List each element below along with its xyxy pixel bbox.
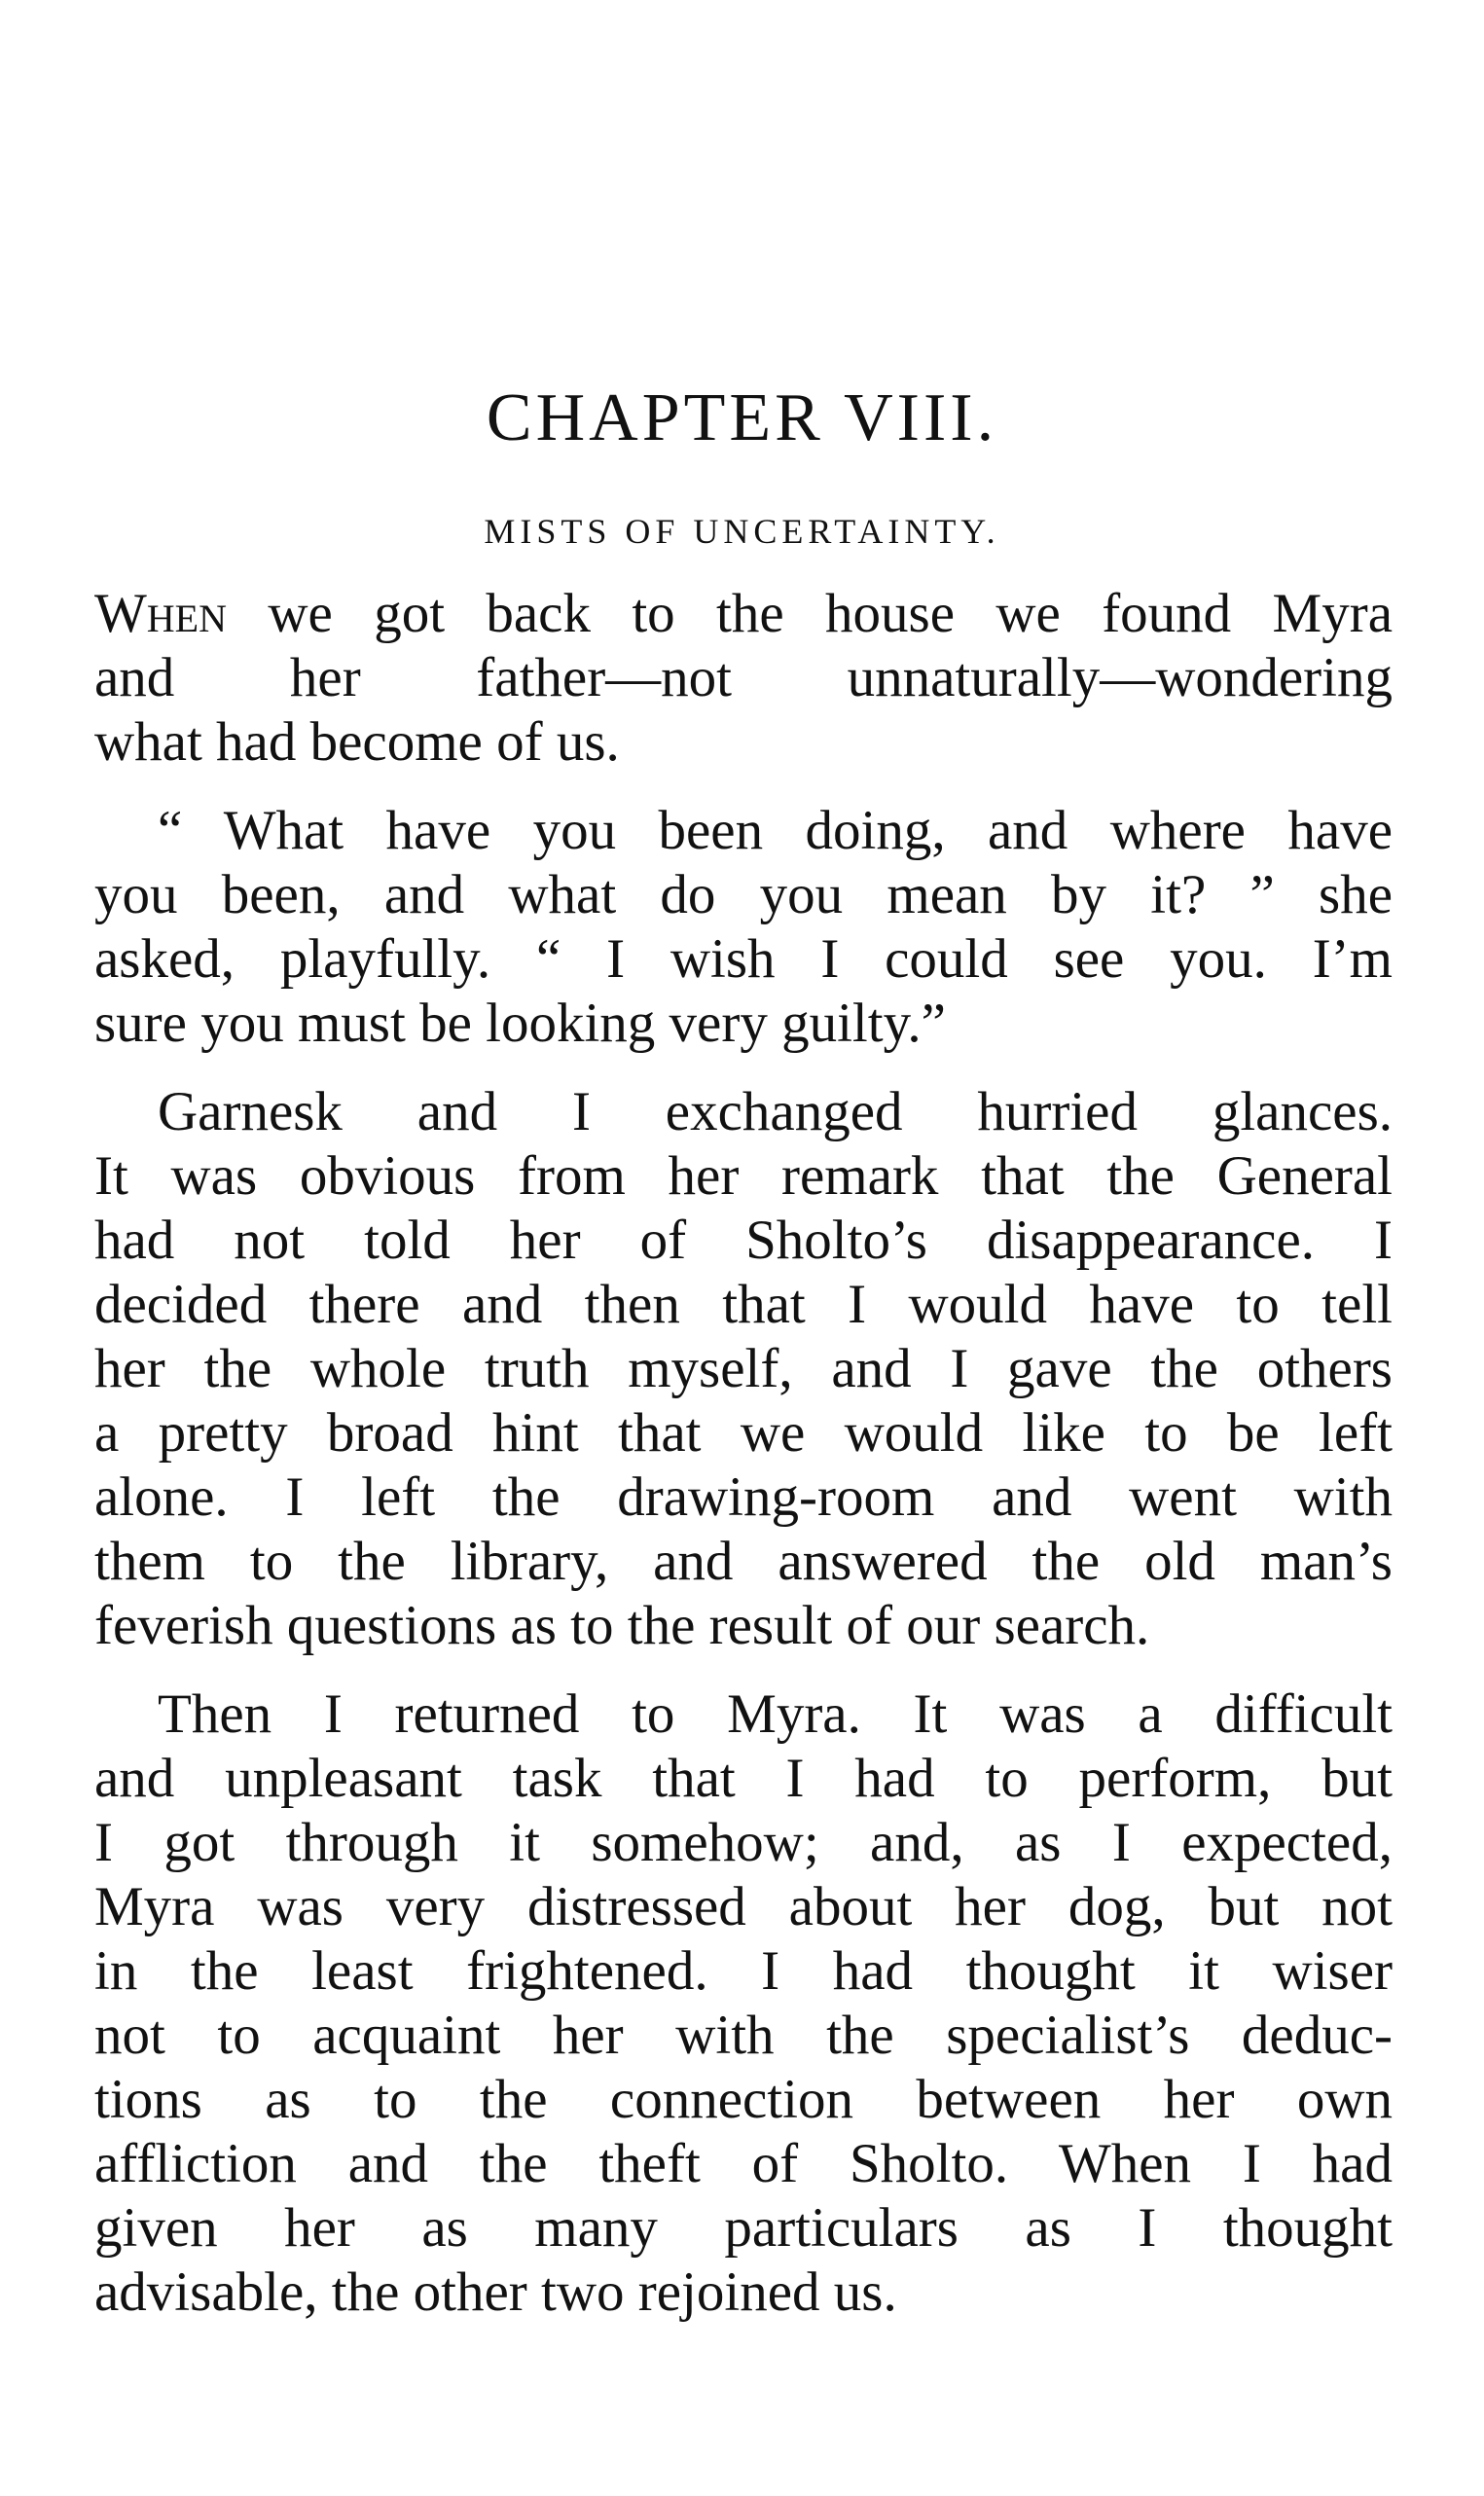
text-line: tions as to the connection between her own bbox=[94, 2069, 1393, 2130]
text-line: I got through it somehow; and, as I expected, bbox=[94, 1812, 1393, 1873]
text-line: them to the library, and answered the old man’s bbox=[94, 1531, 1393, 1592]
text-line: asked, playfully. “ I wish I could see you. I’m bbox=[94, 928, 1393, 990]
text-line: sure you must be looking very guilty.” bbox=[94, 993, 946, 1054]
text-line: a pretty broad hint that we would like to be left bbox=[94, 1402, 1393, 1464]
chapter-title: CHAPTER VIII. bbox=[486, 380, 998, 455]
text-line: decided there and then that I would have to tell bbox=[94, 1274, 1393, 1335]
text-line: you been, and what do you mean by it? ” she bbox=[94, 864, 1393, 925]
paragraph-4 bbox=[94, 1682, 1393, 2325]
body-text bbox=[94, 582, 1393, 2349]
text-line: advisable, the other two rejoined us. bbox=[94, 2261, 897, 2323]
text-line: Myra was very distressed about her dog, but not bbox=[94, 1876, 1393, 1937]
text-line: Then I returned to Myra. It was a difficult bbox=[158, 1683, 1393, 1745]
text-line: Garnesk and I exchanged hurried glances. bbox=[158, 1081, 1393, 1142]
chapter-subtitle: MISTS OF UNCERTAINTY. bbox=[484, 512, 1000, 551]
text-line-rest: we got back to the house we found Myra bbox=[227, 583, 1393, 644]
text-line: feverish questions as to the result of our search. bbox=[94, 1595, 1150, 1656]
paragraph-1 bbox=[94, 582, 1393, 775]
drop-lead-word: When bbox=[94, 583, 228, 644]
text-line: her the whole truth myself, and I gave the others bbox=[94, 1338, 1393, 1399]
text-line: “ What have you been doing, and where have bbox=[158, 800, 1393, 861]
paragraph-2 bbox=[94, 799, 1393, 1056]
text-line: not to acquaint her with the specialist’s deduc- bbox=[94, 2005, 1393, 2066]
text-line: in the least frightened. I had thought it wiser bbox=[94, 1940, 1393, 2002]
text-line: and unpleasant task that I had to perform, but bbox=[94, 1748, 1393, 1809]
paragraph-3 bbox=[94, 1080, 1393, 1658]
text-line: affliction and the theft of Sholto. When I had bbox=[94, 2133, 1393, 2194]
text-line bbox=[94, 582, 1393, 646]
text-line: given her as many particulars as I thought bbox=[94, 2197, 1393, 2259]
text-line: and her father—not unnaturally—wondering bbox=[94, 647, 1393, 708]
text-line: what had become of us. bbox=[94, 711, 620, 773]
text-line: had not told her of Sholto’s disappearance. I bbox=[94, 1210, 1393, 1271]
text-line: It was obvious from her remark that the General bbox=[94, 1145, 1393, 1207]
text-line: alone. I left the drawing-room and went with bbox=[94, 1466, 1393, 1528]
